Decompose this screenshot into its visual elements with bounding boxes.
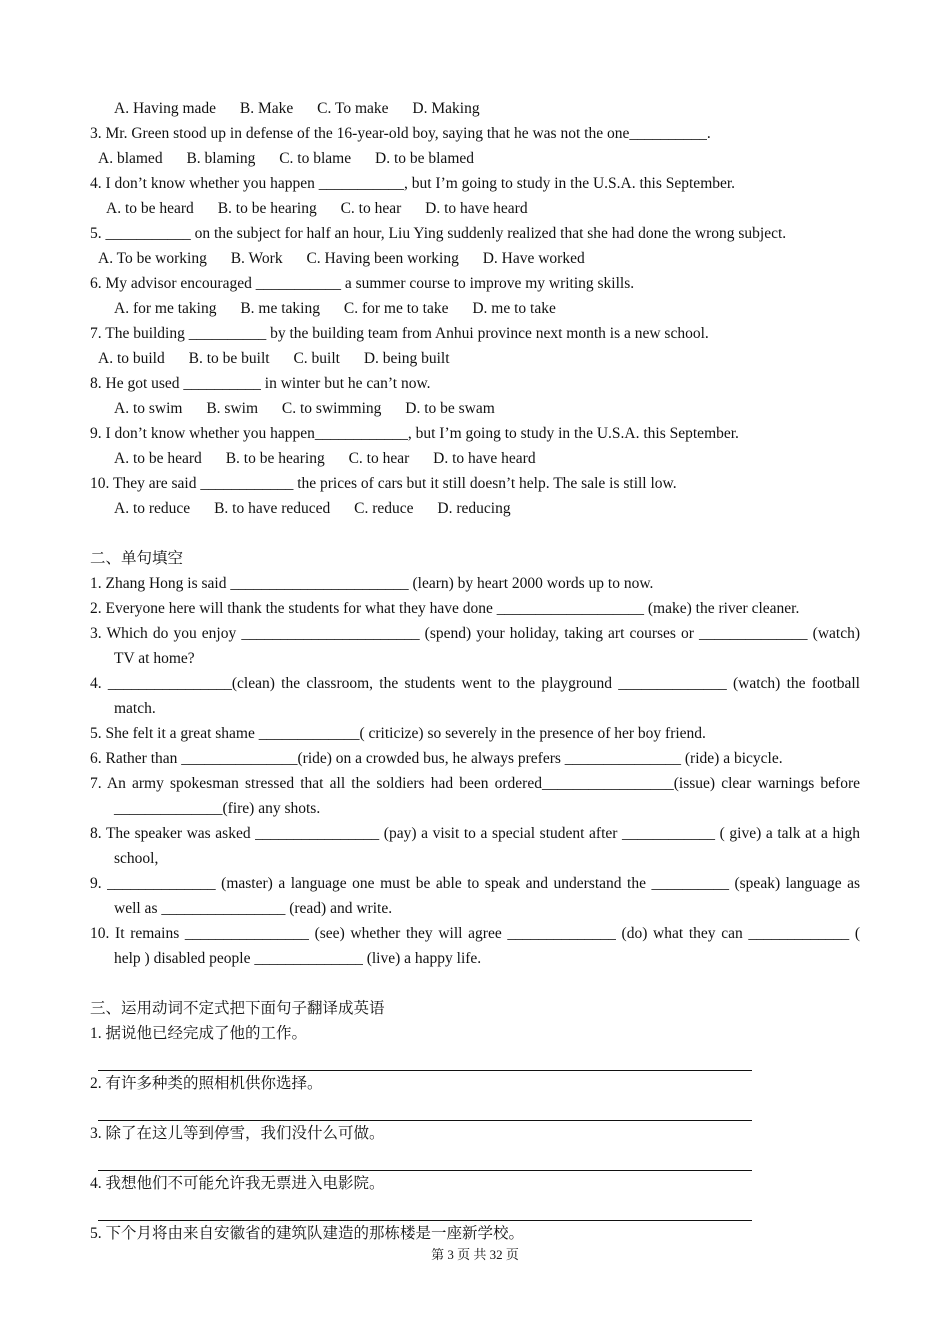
option-b: B. Make (239, 100, 294, 117)
fill-item-3: 3. Which do you enjoy _______________________ (spend) your holiday, taking art courses or ______________ (watch) TV at home? (90, 625, 860, 667)
option-b: B. to be built (188, 350, 270, 367)
fill-item-1: 1. Zhang Hong is said _______________________ (learn) by heart 2000 words up to now. (90, 575, 654, 592)
option-b: B. me taking (240, 300, 320, 317)
fill-item-7: 7. An army spokesman stressed that all the soldiers had been ordered_________________(issue) clear warnings before ______________(fire) any shots. (90, 775, 860, 817)
option-b: B. to be hearing (225, 450, 325, 467)
option-d: D. to be swam (405, 400, 495, 417)
option-d: D. me to take (472, 300, 556, 317)
fill-item-2: 2. Everyone here will thank the students for what they have done ___________________ (make) the river cleaner. (90, 600, 800, 617)
option-c: C. built (293, 350, 340, 367)
option-b: B. to have reduced (214, 500, 331, 517)
fill-item-9: 9. ______________ (master) a language one must be able to speak and understand the __________ (speak) language as well as ________________ (read) and write. (90, 875, 860, 917)
option-c: C. reduce (354, 500, 414, 517)
q9-options (90, 446, 860, 471)
option-a: A. to be heard (106, 200, 194, 217)
question-6: 6. My advisor encouraged ___________ a summer course to improve my writing skills. (90, 275, 635, 292)
translate-item-5: 5. 下个月将由来自安徽省的建筑队建造的那栋楼是一座新学校。 (90, 1225, 525, 1242)
page-number-footer: 第 3 页 共 32 页 (431, 1247, 519, 1262)
option-d: D. to have heard (425, 200, 528, 217)
translate-item-1: 1. 据说他已经完成了他的工作。 (90, 1025, 308, 1042)
worksheet-page (90, 96, 860, 1246)
q5-options (90, 246, 860, 271)
option-a: A. to build (98, 350, 165, 367)
option-b: B. to be hearing (217, 200, 317, 217)
option-c: C. to hear (348, 450, 410, 467)
answer-line-1[interactable] (98, 1046, 752, 1071)
fill-item-10: 10. It remains ________________ (see) whether they will agree ______________ (do) what they can _____________ ( help ) disabled people ______________ (live) a happy life. (90, 925, 860, 967)
question-7: 7. The building __________ by the building team from Anhui province next month is a new school. (90, 325, 709, 342)
question-8: 8. He got used __________ in winter but he can’t now. (90, 375, 431, 392)
option-a: A. to be heard (114, 450, 202, 467)
option-a: A. To be working (98, 250, 207, 267)
option-d: D. Have worked (482, 250, 585, 267)
question-5: 5. ___________ on the subject for half an hour, Liu Ying suddenly realized that she had done the wrong subject. (90, 225, 787, 242)
q2-options (90, 96, 860, 121)
section-gap (90, 971, 860, 996)
section-2-heading: 二、单句填空 (90, 550, 184, 567)
q8-options (90, 396, 860, 421)
q10-options (90, 496, 860, 521)
question-10: 10. They are said ____________ the prices of cars but it still doesn’t help. The sale is still low. (90, 475, 677, 492)
q3-options (90, 146, 860, 171)
section-3-heading: 三、运用动词不定式把下面句子翻译成英语 (90, 1000, 385, 1017)
option-b: B. swim (206, 400, 259, 417)
q4-options (90, 196, 860, 221)
translate-item-3: 3. 除了在这儿等到停雪，我们没什么可做。 (90, 1125, 385, 1142)
fill-item-8: 8. The speaker was asked ________________ (pay) a visit to a special student after ____________ ( give) a talk at a high school, (90, 825, 860, 867)
option-d: D. reducing (437, 500, 511, 517)
option-c: C. to swimming (281, 400, 382, 417)
answer-line-3[interactable] (98, 1146, 752, 1171)
fill-item-6: 6. Rather than _______________(ride) on a crowded bus, he always prefers _______________ (ride) a bicycle. (90, 750, 783, 767)
option-d: D. Making (412, 100, 480, 117)
option-c: C. to hear (340, 200, 402, 217)
question-4: 4. I don’t know whether you happen ___________, but I’m going to study in the U.S.A. this September. (90, 175, 736, 192)
question-3: 3. Mr. Green stood up in defense of the 16-year-old boy, saying that he was not the one__________. (90, 125, 711, 142)
fill-item-4: 4. ________________(clean) the classroom, the students went to the playground ______________ (watch) the football match. (90, 675, 860, 717)
option-b: B. Work (230, 250, 283, 267)
option-a: A. blamed (98, 150, 163, 167)
option-d: D. to be blamed (375, 150, 475, 167)
translate-item-4: 4. 我想他们不可能允许我无票进入电影院。 (90, 1175, 385, 1192)
q6-options (90, 296, 860, 321)
option-d: D. to have heard (433, 450, 536, 467)
option-a: A. for me taking (114, 300, 217, 317)
option-a: A. to swim (114, 400, 183, 417)
option-a: A. to reduce (114, 500, 191, 517)
option-c: C. for me to take (343, 300, 449, 317)
option-c: C. Having been working (306, 250, 459, 267)
q7-options (90, 346, 860, 371)
option-c: C. To make (317, 100, 389, 117)
fill-item-5: 5. She felt it a great shame _____________( criticize) so severely in the presence of her boy friend. (90, 725, 706, 742)
option-a: A. Having made (114, 100, 217, 117)
option-d: D. being built (363, 350, 450, 367)
section-gap (90, 521, 860, 546)
translate-item-2: 2. 有许多种类的照相机供你选择。 (90, 1075, 323, 1092)
answer-line-4[interactable] (98, 1196, 752, 1221)
option-b: B. blaming (186, 150, 256, 167)
question-9: 9. I don’t know whether you happen____________, but I’m going to study in the U.S.A. this September. (90, 425, 739, 442)
answer-line-2[interactable] (98, 1096, 752, 1121)
option-c: C. to blame (279, 150, 352, 167)
